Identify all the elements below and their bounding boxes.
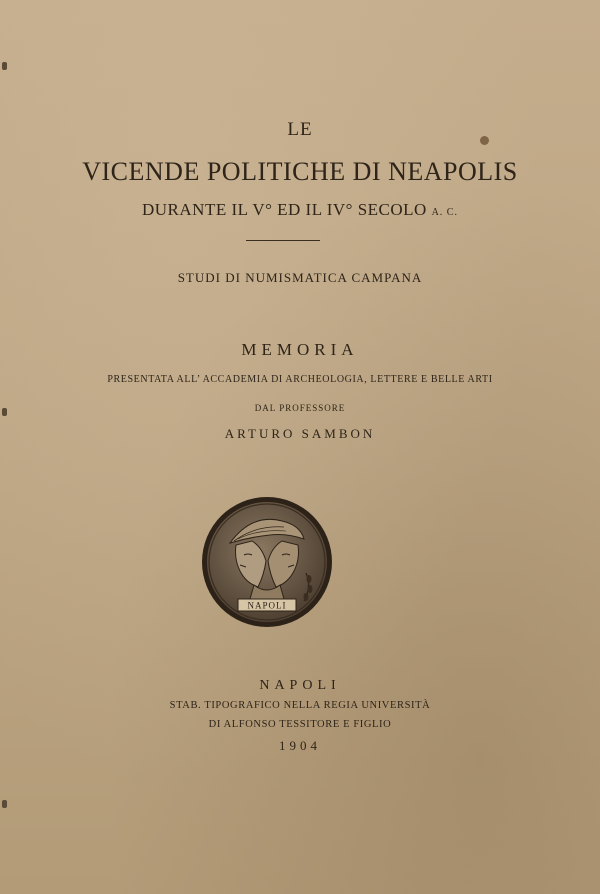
binding-hole: [2, 62, 7, 70]
title-period: [0, 200, 600, 220]
genre-label: MEMORIA: [241, 340, 359, 359]
printer-line-1: STAB. TIPOGRAFICO NELLA REGIA UNIVERSITÀ: [169, 700, 431, 711]
binding-hole: [2, 800, 7, 808]
title-divider: [246, 240, 320, 241]
imprint-year: 1904: [279, 738, 321, 753]
presentation-note: PRESENTATA ALL’ ACCADEMIA DI ARCHEOLOGIA, LETTERE E BELLE ARTI: [107, 374, 493, 385]
title-article: LE: [287, 119, 313, 140]
title-period-text: DURANTE IL V° ED IL IV° SECOLO: [142, 200, 427, 219]
medal-legend: NAPOLI: [247, 600, 287, 611]
main-title: VICENDE POLITICHE DI NEAPOLIS: [82, 157, 518, 186]
title-period-suffix: A. C.: [431, 207, 458, 218]
author-name: ARTURO SAMBON: [224, 426, 376, 441]
printer-line-2: DI ALFONSO TESSITORE E FIGLIO: [208, 719, 392, 730]
coin-medallion-icon: [200, 495, 334, 629]
imprint-city: NAPOLI: [259, 678, 341, 693]
by-line: DAL PROFESSORE: [254, 403, 346, 413]
series-title: STUDI DI NUMISMATICA CAMPANA: [177, 270, 423, 285]
